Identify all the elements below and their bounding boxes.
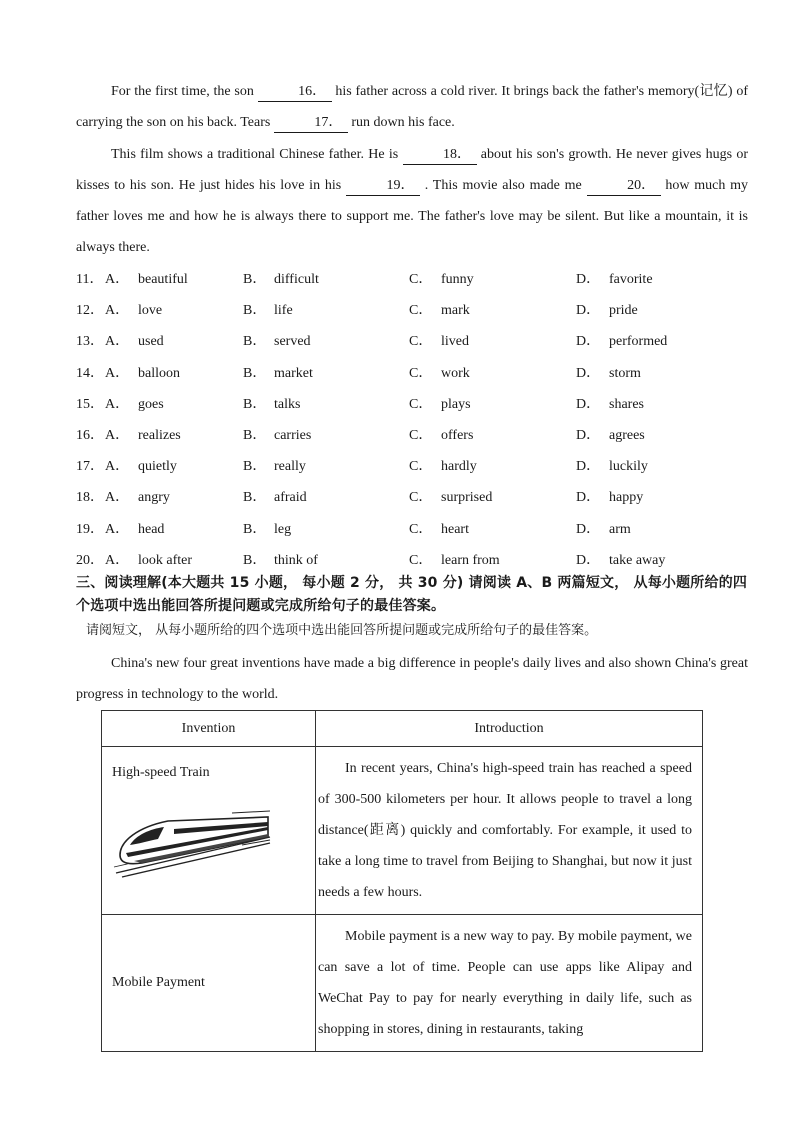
option-d: luckily bbox=[609, 459, 648, 475]
question-number: 20． bbox=[76, 552, 104, 568]
reading-intro-paragraph: China's new four great inventions have made a big difference in people's daily lives and also shown China's great progress in technology to the world. bbox=[76, 656, 748, 702]
blank-20: 20． bbox=[587, 177, 661, 196]
option-b: leg bbox=[274, 521, 292, 537]
question-row bbox=[76, 420, 748, 451]
invention-name: High-speed Train bbox=[112, 765, 210, 780]
option-b: afraid bbox=[274, 490, 307, 506]
introduction-cell: In recent years, China's high-speed train has reached a speed of 300-500 kilometers per hour. It allows people to travel a long distance(距离) quickly and comfortably. For example, it used to take a long time to travel from Beijing to Shanghai, but now it just needs a few hours. bbox=[316, 747, 703, 915]
option-letter-d: D． bbox=[576, 490, 601, 506]
option-a: head bbox=[138, 521, 165, 537]
option-letter-b: B． bbox=[243, 459, 267, 475]
question-row bbox=[76, 326, 748, 357]
option-c: funny bbox=[441, 272, 474, 287]
option-a: angry bbox=[138, 490, 170, 506]
option-letter-c: C． bbox=[409, 303, 433, 319]
option-b: really bbox=[274, 459, 306, 475]
question-number: 17． bbox=[76, 459, 104, 475]
question-row bbox=[76, 358, 748, 389]
option-letter-d: D． bbox=[576, 521, 601, 537]
option-d: favorite bbox=[609, 272, 653, 287]
passage-text: about his son's growth. He never gives hugs or kisses to his son. He just hides his love in his bbox=[76, 147, 748, 193]
passage-paragraph-1 bbox=[76, 76, 748, 138]
option-a: look after bbox=[138, 552, 193, 568]
option-letter-b: B． bbox=[243, 427, 267, 443]
option-letter-a: A． bbox=[105, 427, 130, 443]
option-letter-a: A． bbox=[105, 272, 130, 287]
option-b: talks bbox=[274, 396, 301, 412]
header-introduction: Introduction bbox=[316, 711, 703, 747]
option-letter-d: D． bbox=[576, 334, 601, 350]
option-letter-a: A． bbox=[105, 365, 130, 381]
header-invention: Invention bbox=[102, 711, 316, 747]
answer-options-list bbox=[76, 264, 748, 576]
option-letter-c: C． bbox=[409, 490, 433, 506]
question-number: 15． bbox=[76, 396, 104, 412]
option-c: offers bbox=[441, 427, 474, 443]
option-b: difficult bbox=[274, 272, 319, 287]
option-letter-b: B． bbox=[243, 272, 267, 287]
option-letter-d: D． bbox=[576, 272, 601, 287]
option-letter-c: C． bbox=[409, 521, 433, 537]
option-c: heart bbox=[441, 521, 469, 537]
option-c: plays bbox=[441, 396, 471, 412]
passage-text: his father across a cold river. It brings back the father's memory(记忆) of carrying the son on his back. Tears bbox=[76, 84, 749, 130]
option-c: learn from bbox=[441, 552, 500, 568]
option-letter-c: C． bbox=[409, 396, 433, 412]
option-letter-a: A． bbox=[105, 396, 130, 412]
table-row bbox=[102, 915, 703, 1052]
option-a: goes bbox=[138, 396, 164, 412]
option-d: performed bbox=[609, 334, 668, 350]
question-row bbox=[76, 482, 748, 513]
question-row bbox=[76, 451, 748, 482]
option-b: carries bbox=[274, 427, 312, 443]
option-letter-a: A． bbox=[105, 303, 130, 319]
passage-text: This film shows a traditional Chinese father. He is bbox=[111, 147, 399, 162]
question-number: 16． bbox=[76, 427, 104, 443]
table-header-row bbox=[102, 711, 703, 747]
option-letter-b: B． bbox=[243, 303, 267, 319]
invention-name: Mobile Payment bbox=[102, 915, 316, 1052]
option-c: lived bbox=[441, 334, 469, 350]
question-row bbox=[76, 389, 748, 420]
option-letter-c: C． bbox=[409, 272, 433, 287]
option-b: think of bbox=[274, 552, 318, 568]
option-letter-c: C． bbox=[409, 459, 433, 475]
question-number: 12． bbox=[76, 303, 104, 319]
blank-16: 16． bbox=[258, 83, 332, 102]
question-number: 19． bbox=[76, 521, 104, 537]
option-letter-a: A． bbox=[105, 552, 130, 568]
option-c: surprised bbox=[441, 490, 493, 506]
option-d: storm bbox=[609, 365, 641, 381]
question-number: 13． bbox=[76, 334, 104, 350]
option-b: served bbox=[274, 334, 311, 350]
option-letter-c: C． bbox=[409, 334, 433, 350]
option-letter-a: A． bbox=[105, 521, 130, 537]
passage-text: . This movie also made me bbox=[424, 178, 582, 193]
question-row bbox=[76, 514, 748, 545]
option-c: work bbox=[441, 365, 470, 381]
option-a: love bbox=[138, 303, 163, 319]
option-c: hardly bbox=[441, 459, 477, 475]
option-letter-d: D． bbox=[576, 365, 601, 381]
option-letter-d: D． bbox=[576, 427, 601, 443]
passage-text: For the first time, the son bbox=[111, 84, 254, 99]
option-a: beautiful bbox=[138, 272, 188, 287]
question-number: 18． bbox=[76, 490, 104, 506]
option-d: agrees bbox=[609, 427, 645, 443]
option-b: market bbox=[274, 365, 313, 381]
high-speed-train-icon bbox=[112, 807, 272, 879]
option-d: arm bbox=[609, 521, 631, 537]
option-letter-d: D． bbox=[576, 396, 601, 412]
section-instruction: 请阅短文， 从每小题所给的四个选项中选出能回答所提问题或完成所给句子的最佳答案。 bbox=[86, 623, 598, 638]
option-letter-d: D． bbox=[576, 459, 601, 475]
option-letter-c: C． bbox=[409, 365, 433, 381]
option-letter-a: A． bbox=[105, 490, 130, 506]
option-letter-b: B． bbox=[243, 396, 267, 412]
option-letter-b: B． bbox=[243, 521, 267, 537]
question-number: 14． bbox=[76, 365, 104, 381]
option-d: shares bbox=[609, 396, 644, 412]
invention-cell bbox=[102, 747, 316, 915]
section-3-heading: 三、阅读理解(本大题共 15 小题， 每小题 2 分， 共 30 分) 请阅读 A、B 两篇短文， 从每小题所给的四个选项中选出能回答所提问题或完成所给句子的最佳答案。 bbox=[76, 575, 748, 614]
option-d: happy bbox=[609, 490, 644, 506]
option-a: balloon bbox=[138, 365, 180, 381]
blank-18: 18． bbox=[403, 146, 477, 165]
option-letter-c: C． bbox=[409, 427, 433, 443]
option-letter-b: B． bbox=[243, 552, 267, 568]
blank-17: 17． bbox=[274, 114, 348, 133]
option-d: pride bbox=[609, 303, 638, 319]
option-a: realizes bbox=[138, 427, 181, 443]
option-a: quietly bbox=[138, 459, 177, 475]
option-letter-d: D． bbox=[576, 552, 601, 568]
option-letter-a: A． bbox=[105, 459, 130, 475]
option-letter-a: A． bbox=[105, 334, 130, 350]
passage-text: run down his face. bbox=[351, 115, 455, 130]
passage-text: how much my father loves me and how he is always there to support me. The father's love may be silent. But like a mountain, it is always there. bbox=[76, 178, 749, 255]
blank-19: 19． bbox=[346, 177, 420, 196]
option-d: take away bbox=[609, 552, 666, 568]
question-row bbox=[76, 264, 748, 295]
option-letter-d: D． bbox=[576, 303, 601, 319]
option-letter-b: B． bbox=[243, 365, 267, 381]
question-row bbox=[76, 295, 748, 326]
table-row bbox=[102, 747, 703, 915]
inventions-table bbox=[101, 710, 703, 1052]
option-letter-b: B． bbox=[243, 334, 267, 350]
option-c: mark bbox=[441, 303, 470, 319]
option-letter-c: C． bbox=[409, 552, 433, 568]
introduction-cell: Mobile payment is a new way to pay. By mobile payment, we can save a lot of time. People can use apps like Alipay and WeChat Pay to pay for nearly everything in daily life, such as shopping in stores, dining in restaurants, taking bbox=[316, 915, 703, 1052]
option-a: used bbox=[138, 334, 164, 350]
option-letter-b: B． bbox=[243, 490, 267, 506]
passage-paragraph-2 bbox=[76, 139, 748, 263]
option-b: life bbox=[274, 303, 293, 319]
question-number: 11． bbox=[76, 272, 104, 287]
